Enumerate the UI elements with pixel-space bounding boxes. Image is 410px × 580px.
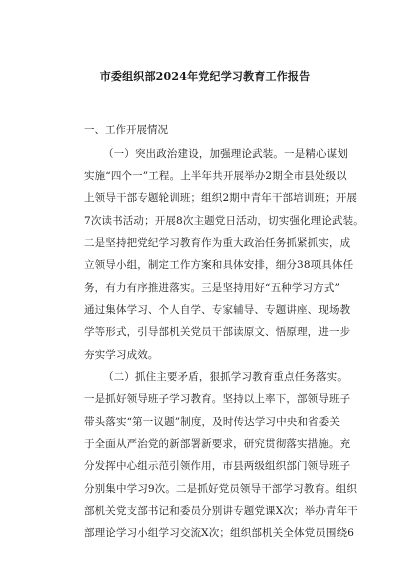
paragraph-line: 7次读书活动；开展8次主题党日活动，切实强化理论武装。 (84, 215, 364, 227)
section-heading: 一、工作开展情况 (84, 124, 168, 136)
paragraph-line: 于全面从严治党的新部署新要求，研究贯彻落实措施。充 (84, 438, 351, 450)
paragraph-line: 部机关党支部书记和委员分别讲专题党课X次；举办青年干 (84, 505, 358, 517)
paragraph-line: （二）抓住主要矛盾，狠抓学习教育重点任务落实。 (103, 371, 348, 383)
paragraph-line: （一）突出政治建设，加强理论武装。一是精心谋划 (103, 148, 348, 160)
paragraph-line: 学等形式，引导部机关党员干部读原文、悟原理，进一步 (84, 326, 351, 338)
paragraph-line: 上领导干部专题轮训班；组织2期中青年干部培训班；开展 (84, 192, 358, 204)
paragraph-line: 实施“四个一”工程。上半年共开展举办2期全市县处级以 (84, 170, 347, 182)
paragraph-line: 务，有力有序推进落实。三是坚持用好“五种学习方式” (84, 282, 340, 294)
paragraph-line: 夯实学习成效。 (84, 349, 159, 361)
paragraph-line: 带头落实“第一议题”制度，及时传达学习中央和省委关 (84, 416, 340, 428)
paragraph-line: 分别集中学习9次。二是抓好党员领导干部学习教育。组织 (84, 483, 358, 495)
paragraph-line: 二是坚持把党纪学习教育作为重大政治任务抓紧抓实，成 (84, 237, 351, 249)
paragraph-line: 通过集体学习、个人自学、专家辅导、专题讲座、现场教 (84, 304, 351, 316)
paragraph-line: 部理论学习小组学习交流X次；组织部机关全体党员围绕6 (84, 527, 355, 539)
paragraph-line: 分发挥中心组示范引领作用，市县两级组织部门领导班子 (84, 460, 351, 472)
paragraph-line: 立领导小组，制定工作方案和具体安排，细分38项具体任 (84, 259, 354, 271)
paragraph-line: 一是抓好领导班子学习教育。坚持以上率下，部领导班子 (84, 393, 351, 405)
document-title: 市委组织部2024年党纪学习教育工作报告 (99, 70, 311, 83)
